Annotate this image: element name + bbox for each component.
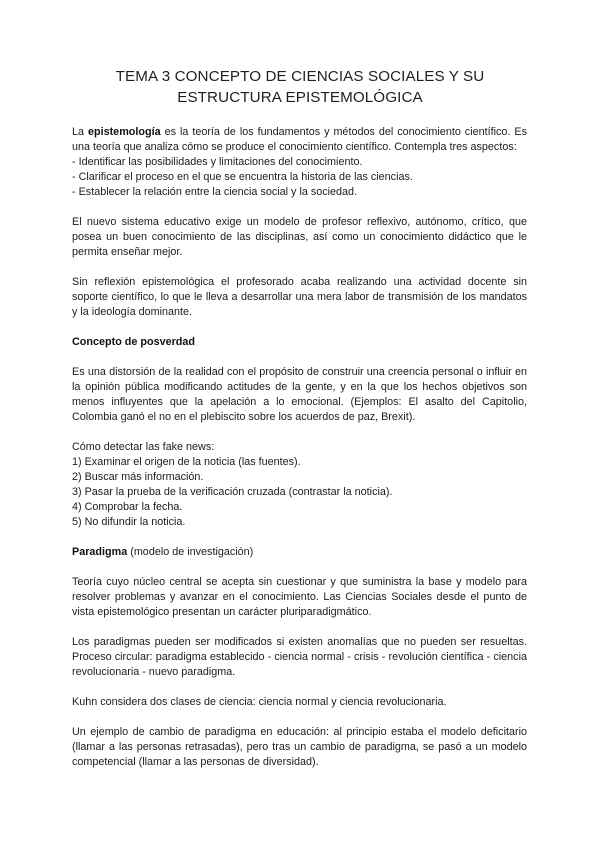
kuhn-paragraph: Kuhn considera dos clases de ciencia: ciencia normal y ciencia revolucionaria.	[72, 696, 447, 708]
paradigma-heading-term: Paradigma	[72, 546, 128, 558]
fake-news-step: 5) No difundir la noticia.	[72, 516, 186, 528]
fake-news-step: 2) Buscar más información.	[72, 471, 204, 483]
paradigma-modification: Los paradigmas pueden ser modificados si existen anomalías que no pueden ser resueltas. Proceso circular: paradigma establecido - ciencia normal - crisis - revolución científica - ciencia revolucionaria - nuevo paradigma.	[72, 636, 527, 678]
term-epistemologia: epistemología	[87, 126, 161, 138]
paradigma-heading-note: (modelo de investigación)	[127, 546, 254, 558]
intro-item: - Clarificar el proceso en el que se encuentra la historia de las ciencias.	[72, 171, 413, 183]
fake-news-title: Cómo detectar las fake news:	[72, 441, 215, 453]
intro-item: - Establecer la relación entre la ciencia social y la sociedad.	[72, 186, 358, 198]
paradigm-example-paragraph: Un ejemplo de cambio de paradigma en educación: al principio estaba el modelo deficitario (llamar a las personas retrasadas), pero tras un cambio de paradigma, se pasó a un modelo competencial (llamar a las personas de diversidad).	[72, 726, 527, 768]
posverdad-heading-text: Concepto de posverdad	[72, 336, 195, 348]
fake-news-step: 3) Pasar la prueba de la verificación cruzada (contrastar la noticia).	[72, 486, 393, 498]
paradigma-heading	[72, 545, 527, 560]
intro-prefix: La	[72, 126, 88, 138]
posverdad-heading	[72, 335, 527, 350]
paradigma-definition: Teoría cuyo núcleo central se acepta sin cuestionar y que suministra la base y modelo para resolver problemas y avanzar en el conocimiento. Las Ciencias Sociales desde el punto de vista epistemológico presentan un carácter pluriparadigmático.	[72, 576, 527, 618]
reflection-paragraph: Sin reflexión epistemológica el profesorado acaba realizando una actividad docente sin soporte científico, lo que le lleva a desarrollar una mera labor de transmisión de los mandatos y la ideología dominante.	[72, 276, 527, 318]
intro-paragraph	[72, 125, 527, 155]
document-title	[60, 66, 540, 108]
fake-news-step: 4) Comprobar la fecha.	[72, 501, 183, 513]
posverdad-paragraph: Es una distorsión de la realidad con el propósito de construir una creencia personal o influir en la opinión pública modificando actitudes de la gente, y en la que los hechos objetivos son menos influyentes que la apelación a lo emocional. (Ejemplos: El asalto del Capitolio, Colombia ganó el no en el plebiscito sobre los acuerdos de paz, Brexit).	[72, 366, 527, 423]
document-body	[72, 125, 527, 770]
teacher-model-paragraph: El nuevo sistema educativo exige un modelo de profesor reflexivo, autónomo, crítico, que posea un buen conocimiento de las disciplinas, así como un conocimiento didáctico que le permita enseñar mejor.	[72, 216, 527, 258]
intro-item: - Identificar las posibilidades y limitaciones del conocimiento.	[72, 156, 363, 168]
intro-text: es la teoría de los fundamentos y métodos del conocimiento científico. Es una teoría que analiza cómo se produce el conocimiento científico. Contempla tres aspectos:	[72, 126, 527, 153]
title-line-1: TEMA 3 CONCEPTO DE CIENCIAS SOCIALES Y SU	[115, 68, 485, 85]
fake-news-step: 1) Examinar el origen de la noticia (las fuentes).	[72, 456, 301, 468]
title-line-2: ESTRUCTURA EPISTEMOLÓGICA	[177, 89, 423, 106]
